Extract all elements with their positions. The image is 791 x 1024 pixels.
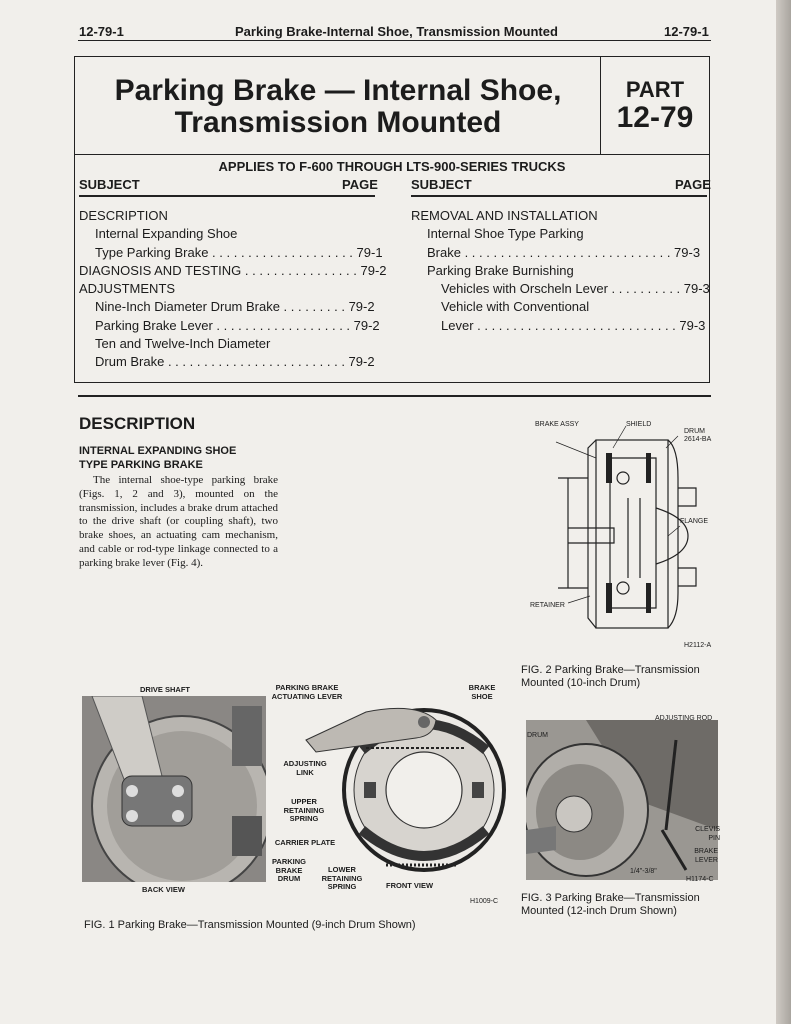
description-subheading xyxy=(79,444,236,472)
page-header-right: PAGE xyxy=(675,177,711,192)
fig3-label-clevis-pin: CLEVIS PIN xyxy=(695,826,720,842)
toc-entry[interactable]: Vehicle with Conventional xyxy=(441,299,590,315)
toc-entry[interactable]: Parking Brake Burnishing xyxy=(427,262,574,278)
fig2-label-shield: SHIELD xyxy=(626,421,652,428)
page-header-left: PAGE xyxy=(342,177,378,192)
toc-header-rule-right xyxy=(411,195,707,197)
subheading-line2: TYPE PARKING BRAKE xyxy=(79,459,203,471)
toc-entry[interactable]: DIAGNOSIS AND TESTING . . . . . . . . . . . . . . . . 79-2 xyxy=(79,262,387,278)
fig1-back-view-photo xyxy=(82,696,266,882)
fig1-label-adjusting-link: ADJUSTING LINK xyxy=(283,759,327,777)
fig1-label-parking-drum: PARKING BRAKE DRUM xyxy=(271,857,307,883)
fig1-label-drive-shaft: DRIVE SHAFT xyxy=(140,685,191,694)
description-heading: DESCRIPTION xyxy=(79,414,196,433)
fig3-code: H1174-C xyxy=(686,876,714,883)
description-body: The internal shoe-type parking brake (Figs. 1, 2 and 3), mounted on the transmission, includes a brake drum attached to the drive shaft (or coupling shaft), two brake shoes, an actuating cam mechanism, and cable or rod-type linkage connected to a parking brake lever (Fig. 4). xyxy=(79,474,278,569)
fig1-label-lower-spring: LOWER RETAINING SPRING xyxy=(321,865,363,891)
subheading-line1: INTERNAL EXPANDING SHOE xyxy=(79,445,237,457)
subject-header-left: SUBJECT xyxy=(79,177,140,192)
fig1-label-actuating-lever: PARKING BRAKE ACTUATING LEVER xyxy=(271,683,343,701)
page-title xyxy=(75,75,601,139)
contents-box xyxy=(74,56,710,383)
fig1-label-upper-spring: UPPER RETAINING SPRING xyxy=(283,797,325,823)
fig3-label-brake-lever: BRAKE LEVER xyxy=(694,848,718,864)
toc-entry[interactable]: Ten and Twelve-Inch Diameter xyxy=(95,336,271,352)
page-title-line2: Transmission Mounted xyxy=(174,106,502,139)
toc-entry[interactable]: ADJUSTMENTS xyxy=(79,281,176,297)
applies-to: APPLIES TO F-600 THROUGH LTS-900-SERIES TRUCKS xyxy=(218,159,566,174)
fig2-cross-section-diagram xyxy=(528,418,718,648)
fig3-label-clearance: 1/4"-3/8" xyxy=(630,868,657,875)
title-area xyxy=(75,57,601,155)
toc-right xyxy=(411,207,710,335)
fig2-label-retainer: RETAINER xyxy=(530,602,565,609)
fig1-caption: FIG. 1 Parking Brake—Transmission Mounted (9-inch Drum Shown) xyxy=(84,919,416,931)
page-edge xyxy=(776,0,791,1024)
part-number: 12-79 xyxy=(616,101,694,134)
fig1-front-view-drawing xyxy=(296,700,506,882)
toc-entry[interactable]: Brake . . . . . . . . . . . . . . . . . . . . . . . . . . . . . 79-3 xyxy=(427,244,701,260)
page-number-left: 12-79-1 xyxy=(79,24,124,39)
toc-entry[interactable]: Type Parking Brake . . . . . . . . . . . . . . . . . . . . 79-1 xyxy=(95,244,383,260)
part-area xyxy=(601,57,709,155)
fig3-caption: FIG. 3 Parking Brake—Transmission Mounted (12-inch Drum Shown) xyxy=(521,892,700,917)
fig1-code: H1009-C xyxy=(470,898,499,905)
toc-entry[interactable]: DESCRIPTION xyxy=(79,208,168,223)
section-rule xyxy=(78,395,711,397)
toc-left xyxy=(79,207,387,372)
header-rule xyxy=(78,40,711,41)
toc-entry[interactable]: Parking Brake Lever . . . . . . . . . . . . . . . . . . . 79-2 xyxy=(95,317,380,333)
fig1-label-back-view: BACK VIEW xyxy=(142,885,185,894)
fig1-label-brake-shoe: BRAKE SHOE xyxy=(468,683,496,701)
toc-entry[interactable]: Internal Expanding Shoe xyxy=(95,226,238,242)
fig2-caption: FIG. 2 Parking Brake—Transmission Mounted (10-inch Drum) xyxy=(521,664,700,689)
toc-entry[interactable]: Drum Brake . . . . . . . . . . . . . . . . . . . . . . . . . 79-2 xyxy=(95,354,375,370)
fig1-label-front-view: FRONT VIEW xyxy=(386,881,434,890)
fig2-label-drum: DRUM xyxy=(684,428,705,435)
fig3-label-drum: DRUM xyxy=(527,732,548,739)
fig3-label-adjusting-rod: ADJUSTING ROD xyxy=(655,715,713,722)
running-header-title: Parking Brake-Internal Shoe, Transmission Mounted xyxy=(235,24,558,39)
page-title-line1: Parking Brake — Internal Shoe, xyxy=(114,74,562,107)
toc-header-rule-left xyxy=(79,195,375,197)
toc-entry[interactable]: Vehicles with Orscheln Lever . . . . . . . . . . 79-3 xyxy=(441,281,710,297)
toc-entry[interactable]: Lever . . . . . . . . . . . . . . . . . . . . . . . . . . . . 79-3 xyxy=(441,317,706,333)
fig2-label-flange: FLANGE xyxy=(680,518,709,525)
toc-entry[interactable]: REMOVAL AND INSTALLATION xyxy=(411,208,598,223)
page-number-right: 12-79-1 xyxy=(664,24,709,39)
part-label: PART xyxy=(625,77,685,102)
fig2-code: H2112-A xyxy=(684,642,712,649)
toc-entry[interactable]: Nine-Inch Diameter Drum Brake . . . . . . . . . 79-2 xyxy=(95,299,375,315)
fig1-label-carrier-plate: CARRIER PLATE xyxy=(274,838,336,847)
fig2-label-drum-number: 2614-BA xyxy=(684,436,712,443)
fig2-label-brake-assy: BRAKE ASSY xyxy=(535,421,579,428)
subject-header-right: SUBJECT xyxy=(411,177,472,192)
toc-entry[interactable]: Internal Shoe Type Parking xyxy=(427,226,584,242)
